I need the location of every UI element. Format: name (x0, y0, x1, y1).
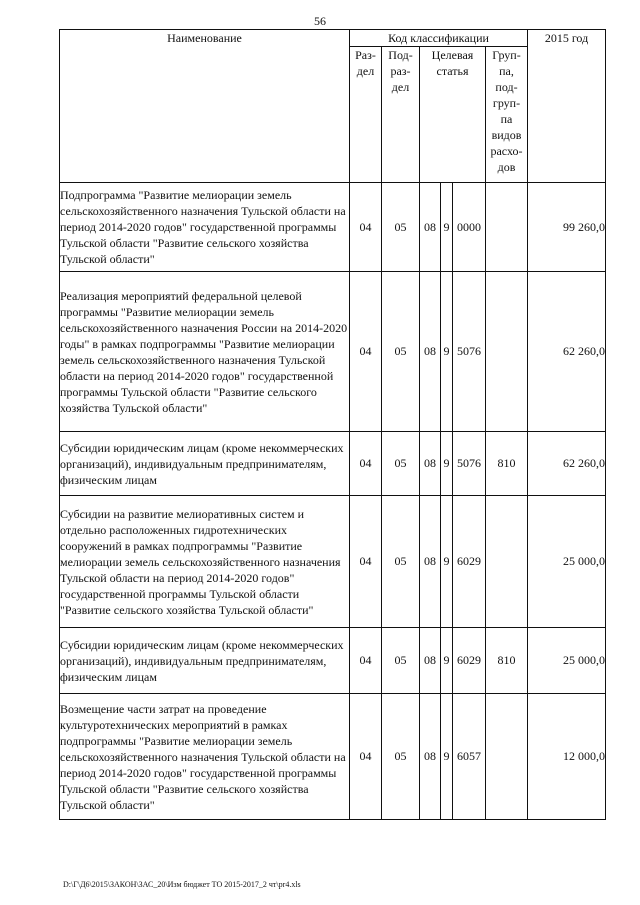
row-name: Реализация мероприятий федеральной целевой программы "Развитие мелиорации земель сельскохозяйственного назначения России на 2014-2020 годы" в рамках подпрограммы "Развитие мелиорации земель сельскохозяйственного назначения Тульской области на период 2014-2020 годов" государственной программы Тульской области "Развитие сельского хозяйства Тульской области" (60, 272, 350, 432)
row-podrazdel: 05 (382, 628, 420, 694)
table-row (60, 272, 606, 432)
header-name: Наименование (60, 30, 350, 183)
row-ts-program: 08 (420, 183, 441, 272)
row-vid: 810 (486, 432, 528, 496)
row-ts-direction: 6029 (453, 628, 486, 694)
row-ts-subprogram: 9 (441, 628, 453, 694)
row-ts-program: 08 (420, 628, 441, 694)
row-razdel: 04 (350, 183, 382, 272)
row-ts-subprogram: 9 (441, 183, 453, 272)
row-amount: 99 260,0 (528, 183, 606, 272)
row-razdel: 04 (350, 432, 382, 496)
header-tselevaya-statya: Целевая статья (420, 47, 486, 183)
row-razdel: 04 (350, 628, 382, 694)
row-name: Субсидии юридическим лицам (кроме некоммерческих организаций), индивидуальным предпринимателям, физическим лицам (60, 628, 350, 694)
row-vid: 810 (486, 628, 528, 694)
row-amount: 62 260,0 (528, 272, 606, 432)
footer-file-path: D:\Г\Д6\2015\ЗАКОН\ЗАС_20\Изм бюджет ТО 2015-2017_2 чт\pr4.xls (63, 880, 301, 889)
page-number: 56 (314, 14, 326, 28)
row-ts-direction: 6057 (453, 694, 486, 820)
row-razdel: 04 (350, 694, 382, 820)
row-amount: 25 000,0 (528, 496, 606, 628)
row-ts-subprogram: 9 (441, 694, 453, 820)
row-amount: 62 260,0 (528, 432, 606, 496)
row-ts-subprogram: 9 (441, 272, 453, 432)
row-ts-direction: 5076 (453, 432, 486, 496)
header-year: 2015 год (528, 30, 606, 183)
row-vid (486, 183, 528, 272)
row-podrazdel: 05 (382, 432, 420, 496)
row-name: Субсидии на развитие мелиоративных систем и отдельно расположенных гидротехнических сооружений в рамках подпрограммы "Развитие мелиорации земель сельскохозяйственного назначения Тульской области на период 2014-2020 годов" государственной программы Тульской области "Развитие сельского хозяйства Тульской области" (60, 496, 350, 628)
row-ts-program: 08 (420, 432, 441, 496)
row-name: Субсидии юридическим лицам (кроме некоммерческих организаций), индивидуальным предпринимателям, физическим лицам (60, 432, 350, 496)
row-podrazdel: 05 (382, 496, 420, 628)
row-razdel: 04 (350, 272, 382, 432)
budget-table (59, 29, 606, 820)
row-ts-subprogram: 9 (441, 496, 453, 628)
row-ts-program: 08 (420, 272, 441, 432)
table-row (60, 628, 606, 694)
row-ts-program: 08 (420, 496, 441, 628)
row-ts-direction: 0000 (453, 183, 486, 272)
table-row (60, 496, 606, 628)
row-vid (486, 272, 528, 432)
header-code-group: Код классификации (350, 30, 528, 47)
row-name: Возмещение части затрат на проведение культуротехнических мероприятий в рамках подпрограммы "Развитие мелиорации земель сельскохозяйственного назначения Тульской области на период 2014-2020 годов" государственной программы Тульской области "Развитие сельского хозяйства Тульской области" (60, 694, 350, 820)
header-razdel: Раз- дел (350, 47, 382, 183)
table-row (60, 694, 606, 820)
row-ts-subprogram: 9 (441, 432, 453, 496)
row-ts-program: 08 (420, 694, 441, 820)
row-razdel: 04 (350, 496, 382, 628)
header-gruppa: Груп- па, под- груп- па видов расхо- дов (486, 47, 528, 183)
row-podrazdel: 05 (382, 694, 420, 820)
row-ts-direction: 5076 (453, 272, 486, 432)
row-podrazdel: 05 (382, 272, 420, 432)
header-podrazdel: Под- раз- дел (382, 47, 420, 183)
row-amount: 12 000,0 (528, 694, 606, 820)
row-vid (486, 694, 528, 820)
table-row (60, 183, 606, 272)
row-ts-direction: 6029 (453, 496, 486, 628)
row-podrazdel: 05 (382, 183, 420, 272)
row-vid (486, 496, 528, 628)
row-amount: 25 000,0 (528, 628, 606, 694)
row-name: Подпрограмма "Развитие мелиорации земель сельскохозяйственного назначения Тульской области на период 2014-2020 годов" государственной программы Тульской области "Развитие сельского хозяйства Тульской области" (60, 183, 350, 272)
table-row (60, 432, 606, 496)
